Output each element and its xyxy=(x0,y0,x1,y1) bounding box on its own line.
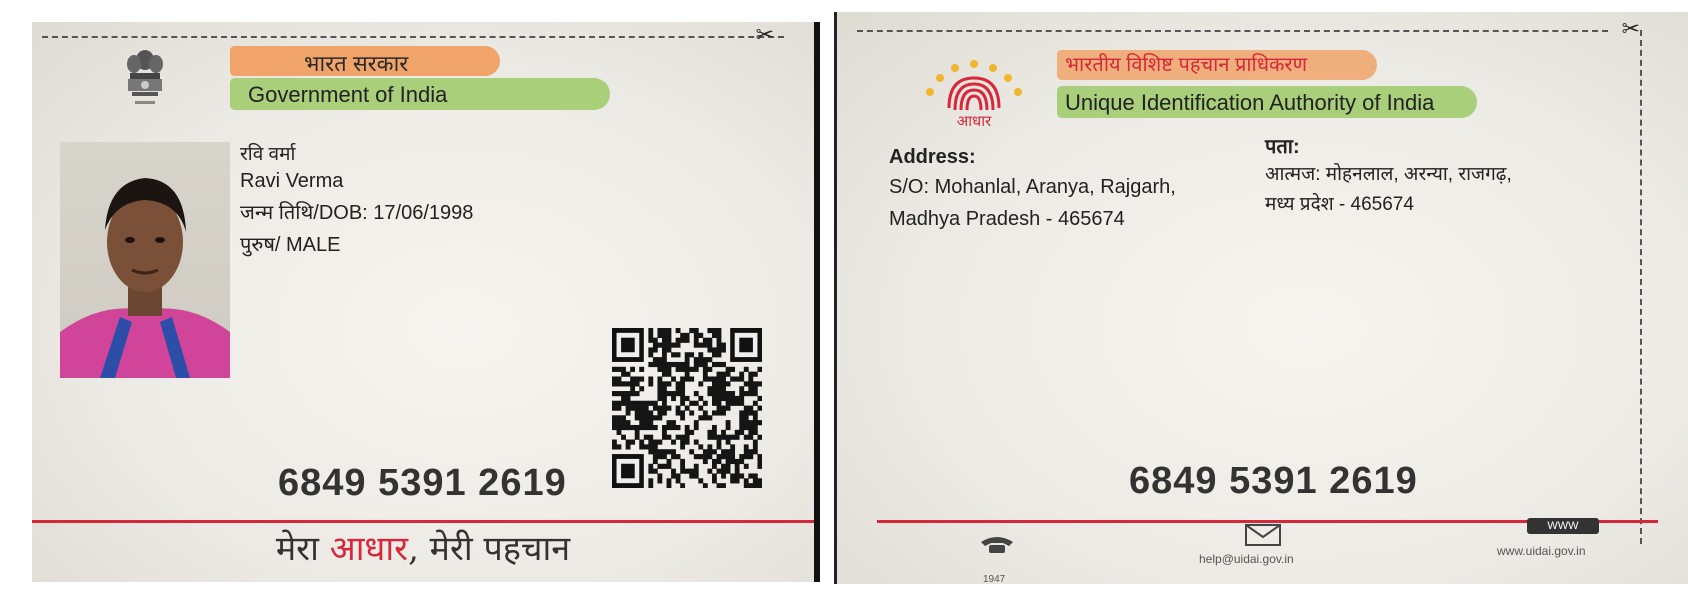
header-english: Unique Identification Authority of India xyxy=(1065,90,1435,115)
aadhaar-card-front xyxy=(32,22,820,582)
footer-web: www.uidai.gov.in xyxy=(1497,544,1586,558)
cut-line-top xyxy=(42,36,784,38)
qr-code xyxy=(612,328,762,488)
address-line-1: S/O: Mohanlal, Aranya, Rajgarh, xyxy=(889,176,1176,198)
logo-text: आधार xyxy=(956,112,992,130)
web-badge: WWW xyxy=(1527,518,1599,534)
address-label: Address: xyxy=(889,146,976,168)
header-hindi: भारतीय विशिष्ट पहचान प्राधिकरण xyxy=(1065,54,1308,76)
gender: पुरुष/ MALE xyxy=(240,234,341,256)
aadhaar-card-back xyxy=(834,12,1688,584)
header-hindi: भारत सरकार xyxy=(304,51,409,76)
aadhaar-number: 6849 5391 2619 xyxy=(1129,460,1418,502)
red-divider xyxy=(32,520,814,523)
tagline-part-2: आधार xyxy=(329,529,409,569)
tagline xyxy=(32,524,814,570)
footer-phone: 1947 xyxy=(983,574,1006,584)
national-emblem-icon xyxy=(120,46,170,118)
tagline-part-1: मेरा xyxy=(275,529,330,569)
dob-value: 17/06/1998 xyxy=(373,202,474,224)
scissors-icon: ✂ xyxy=(1621,16,1640,41)
address-line-2: Madhya Pradesh - 465674 xyxy=(889,208,1125,230)
aadhaar-number: 6849 5391 2619 xyxy=(278,462,567,504)
holder-photo xyxy=(60,142,230,378)
header-english: Government of India xyxy=(248,82,448,107)
address-hindi-line-1: आत्मज: मोहनलाल, अरन्या, राजगढ़, xyxy=(1265,164,1512,185)
footer-email: help@uidai.gov.in xyxy=(1199,552,1294,566)
cut-line-top xyxy=(857,30,1608,32)
address-label-hindi: पता: xyxy=(1265,136,1300,158)
phone-icon xyxy=(977,534,1017,554)
tagline-part-3: , मेरी पहचान xyxy=(408,529,571,569)
aadhaar-logo-icon xyxy=(919,56,1029,130)
name-english: Ravi Verma xyxy=(240,170,344,192)
dob-label: जन्म तिथि/DOB: xyxy=(240,202,368,224)
dob-row xyxy=(240,198,473,225)
name-hindi: रवि वर्मा xyxy=(240,144,296,165)
mail-icon xyxy=(1245,524,1281,546)
cut-line-side xyxy=(1640,30,1642,544)
scissors-icon: ✂ xyxy=(755,22,774,47)
address-hindi-line-2: मध्य प्रदेश - 465674 xyxy=(1265,194,1414,215)
